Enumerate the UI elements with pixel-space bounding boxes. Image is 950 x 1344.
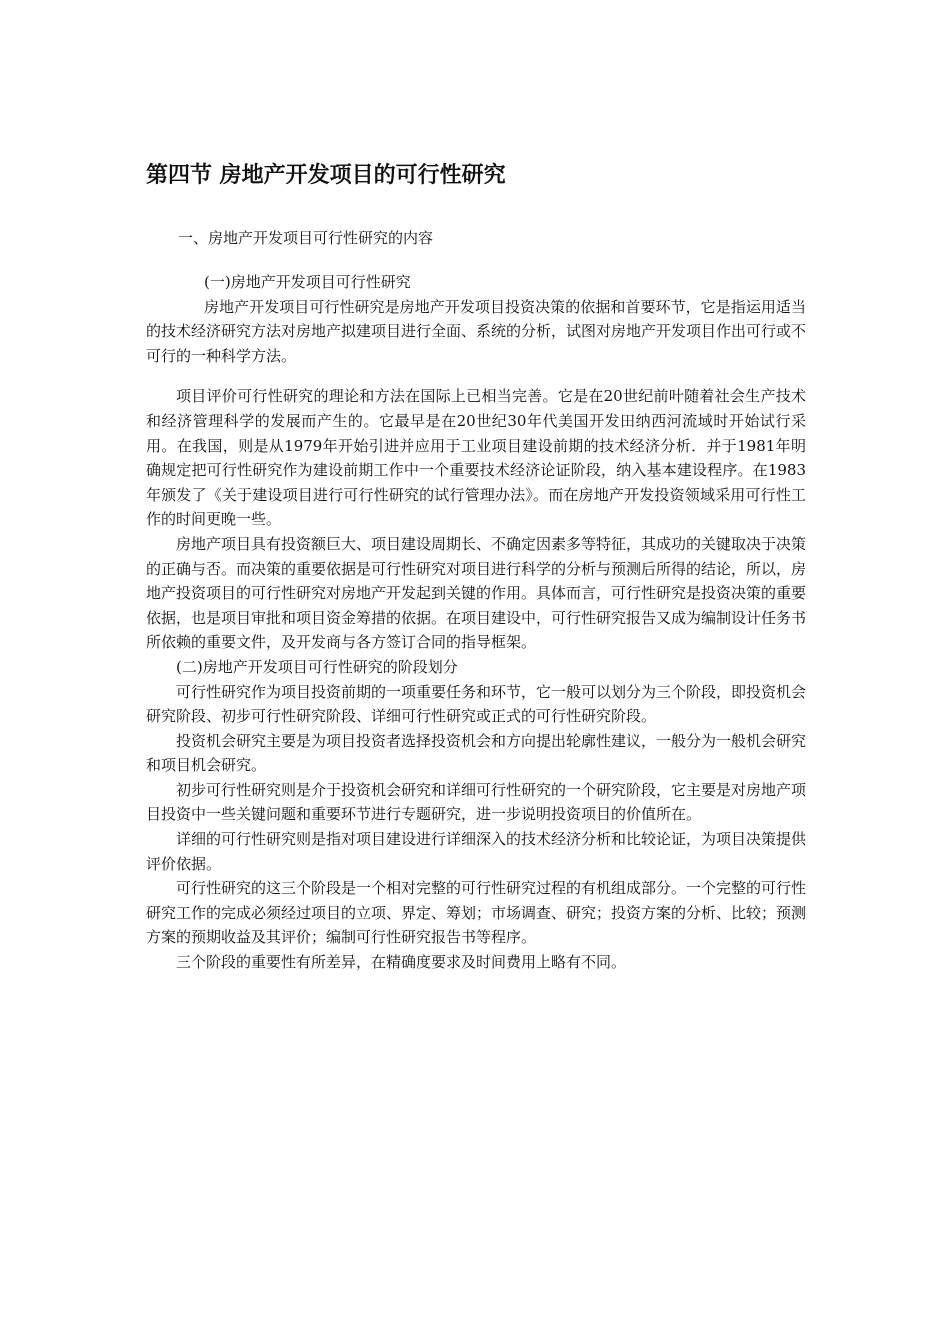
paragraph-detailed-study: 详细的可行性研究则是指对项目建设进行详细深入的技术经济分析和比较论证，为项目决策提供评价依据。	[146, 830, 807, 873]
paragraph-definition: 房地产开发项目可行性研究是房地产开发项目投资决策的依据和首要环节，它是指运用适当的技术经济研究方法对房地产拟建项目进行全面、系统的分析，试图对房地产开发项目作出可行或不可行的一种科学方法。	[146, 297, 807, 365]
paragraph-three-stages: 可行性研究作为项目投资前期的一项重要任务和环节，它一般可以划分为三个阶段，即投资机会研究阶段、初步可行性研究阶段、详细可行性研究或正式的可行性研究阶段。	[146, 682, 807, 726]
paragraph-differences: 三个阶段的重要性有所差异，在精确度要求及时间费用上略有不同。	[176, 953, 627, 972]
paragraph-process: 可行性研究的这三个阶段是一个相对完整的可行性研究过程的有机组成部分。一个完整的可行性研究工作的完成必须经过项目的立项、界定、筹划；市场调查、研究；投资方案的分析、比较；预测方案的预期收益及其评价；编制可行性研究报告书等程序。	[146, 879, 807, 947]
subheading-stage-division: (二)房地产开发项目可行性研究的阶段划分	[176, 657, 458, 676]
paragraph-importance: 房地产项目具有投资额巨大、项目建设周期长、不确定因素多等特征，其成功的关键取决于决策的正确与否。而决策的重要依据是可行性研究对项目进行科学的分析与预测后所得的结论，所以，房地产投资项目的可行性研究对房地产开发起到关键的作用。具体而言，可行性研究是投资决策的重要依据，也是项目审批和项目资金筹措的依据。在项目建设中，可行性研究报告又成为编制设计任务书所依赖的重要文件，及开发商与各方签订合同的指导框架。	[146, 534, 807, 652]
paragraph-history: 项目评价可行性研究的理论和方法在国际上已相当完善。它是在20世纪前叶随着社会生产技术和经济管理科学的发展而产生的。它最早是在20世纪30年代美国开发田纳西河流域时开始试行采用。在我国，则是从1979年开始引进并应用于工业项目建设前期的技术经济分析．并于1981年明确规定把可行性研究作为建设前期工作中一个重要技术经济论证阶段，纳入基本建设程序。在1983年颁发了《关于建设项目进行可行性研究的试行管理办法》。而在房地产开发投资领域采用可行性工作的时间更晚一些。	[146, 387, 806, 529]
section-title: 第四节 房地产开发项目的可行性研究	[146, 163, 506, 188]
subheading-feasibility-study: (一)房地产开发项目可行性研究	[204, 273, 411, 291]
paragraph-preliminary-study: 初步可行性研究则是介于投资机会研究和详细可行性研究的一个研究阶段，它主要是对房地产项目投资中一些关键问题和重要环节进行专题研究，进一步说明投资项目的价值所在。	[146, 780, 807, 824]
paragraph-opportunity-study: 投资机会研究主要是为项目投资者选择投资机会和方向提出轮廓性建议，一般分为一般机会研究和项目机会研究。	[146, 731, 807, 775]
document-body	[146, 270, 806, 975]
heading-contents: 一、房地产开发项目可行性研究的内容	[178, 229, 434, 247]
